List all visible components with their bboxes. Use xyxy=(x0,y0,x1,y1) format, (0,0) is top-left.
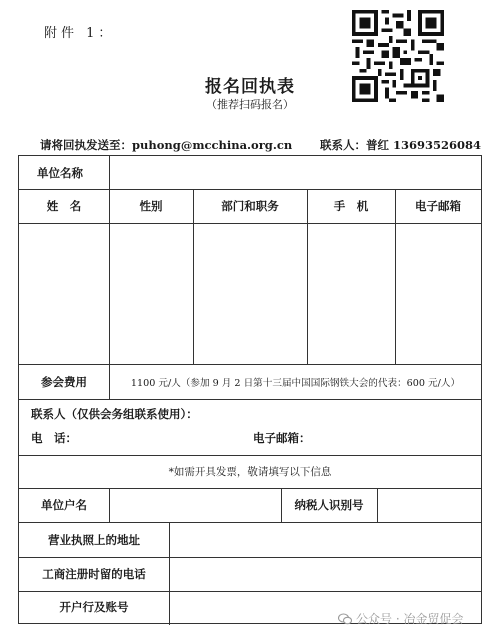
qr-code-icon[interactable] xyxy=(352,10,444,102)
unit-name-label: 单位名称 xyxy=(37,165,83,180)
invoice-note: *如需开具发票，敬请填写以下信息 xyxy=(168,466,332,478)
attachment-label: 附件 1： xyxy=(44,26,116,41)
tax-id-label: 纳税人识别号 xyxy=(294,498,364,512)
license-address-field[interactable] xyxy=(170,522,481,557)
license-address-label: 营业执照上的地址 xyxy=(48,532,140,547)
send-to-line: 请将回执发送至：puhong@mcchina.org.cn xyxy=(40,138,293,152)
col-header-name: 姓 名 xyxy=(46,199,82,213)
phone-label: 电 话： xyxy=(31,431,77,445)
watermark-text: 公众号 · 冶金贸促会 xyxy=(356,612,464,626)
wechat-icon xyxy=(338,613,352,625)
watermark xyxy=(338,610,463,627)
unit-name-field[interactable] xyxy=(110,156,481,189)
registration-form-table xyxy=(18,155,482,624)
col-header-mobile: 手 机 xyxy=(333,199,369,213)
email-label: 电子邮箱： xyxy=(253,431,311,445)
attendee-name-field[interactable] xyxy=(19,223,109,364)
liaison-label: 联系人（仅供会务组联系使用）： xyxy=(31,407,198,421)
registered-phone-field[interactable] xyxy=(170,557,481,591)
col-header-email: 电子邮箱 xyxy=(415,199,461,213)
attendee-email-field[interactable] xyxy=(395,223,481,364)
account-name-field[interactable] xyxy=(110,488,281,522)
liaison-email-field[interactable] xyxy=(329,428,469,448)
form-title: 报名回执表 xyxy=(205,77,295,97)
attendee-gender-field[interactable] xyxy=(109,223,193,364)
form-subtitle: （推荐扫码报名） xyxy=(206,98,294,111)
bank-account-label: 开户行及账号 xyxy=(59,600,129,614)
registered-phone-label: 工商注册时留的电话 xyxy=(42,567,146,581)
attendee-department-field[interactable] xyxy=(193,223,307,364)
row-divider xyxy=(19,399,481,400)
fee-value: 1100 元/人（参加 9 月 2 日第十三届中国国际钢铁大会的代表：600 元/人） xyxy=(130,377,461,389)
tax-id-field[interactable] xyxy=(378,488,481,522)
liaison-phone-field[interactable] xyxy=(89,428,249,448)
contact-line: 联系人：普红 13693526084 xyxy=(320,138,482,152)
col-header-department: 部门和职务 xyxy=(221,199,279,213)
attendee-mobile-field[interactable] xyxy=(307,223,395,364)
col-header-gender: 性别 xyxy=(139,199,163,213)
fee-label: 参会费用 xyxy=(41,374,87,389)
account-name-label: 单位户名 xyxy=(41,498,87,512)
